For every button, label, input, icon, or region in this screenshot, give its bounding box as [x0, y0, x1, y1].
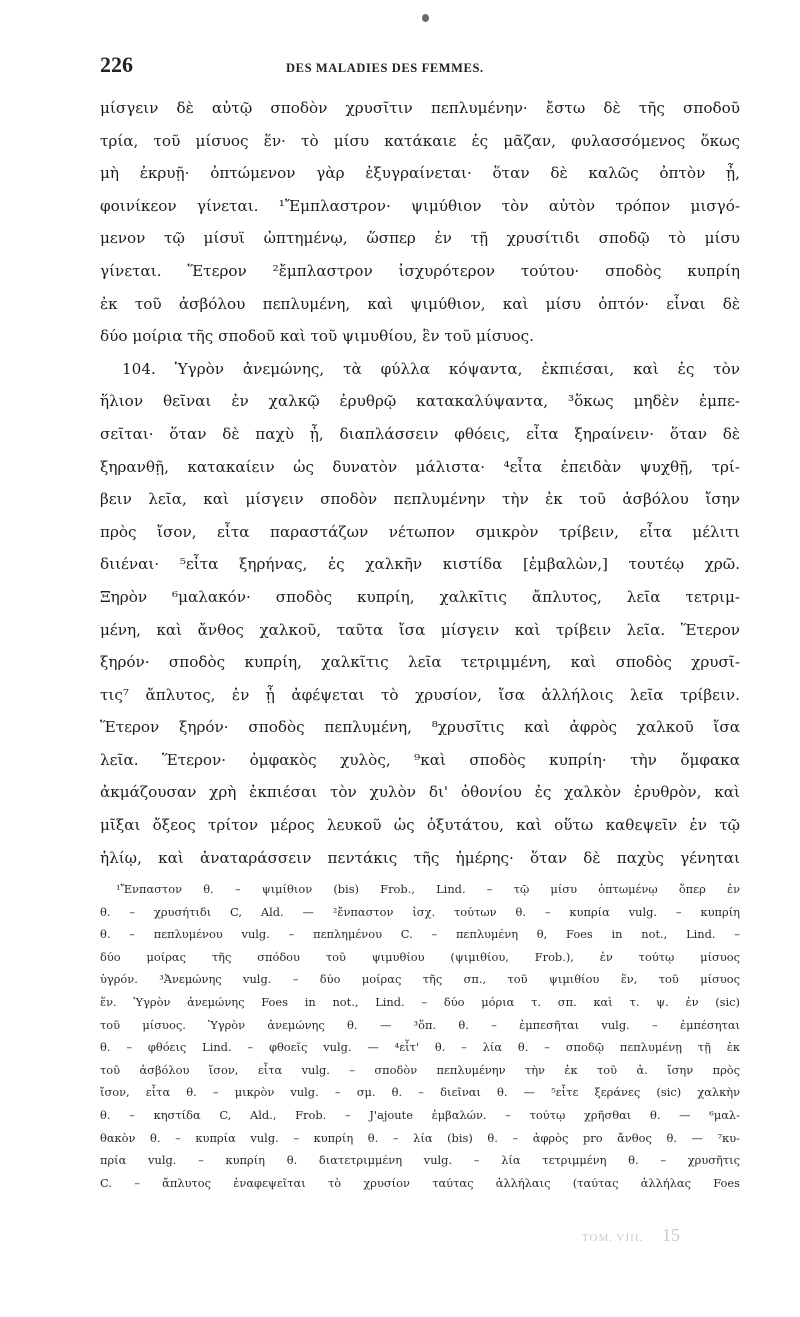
- text-line: ἥλιον θεῖναι ἐν χαλκῷ ἐρυθρῷ κατακαλύψαντα, ³ὅκως μηδὲν ἐμπε-: [100, 392, 740, 411]
- footnote-line: ἴσον, εἶτα θ. – μικρὸν vulg. – σμ. θ. – διεῖναι θ. — ⁵εἶτε ξεράνες (sic) χαλκὴν: [100, 1085, 740, 1100]
- text-line: ξηρόν· σποδὸς κυπρίη, χαλκῖτις λεῖα τετριμμένη, καὶ σποδὸς χρυσῖ-: [100, 653, 740, 672]
- footnote-line: ¹Ἔνπαστον θ. – ψιμίθιον (bis) Frob., Lind. – τῷ μίσυ ὀπτωμένῳ ὅπερ ἐν: [116, 882, 740, 896]
- footnote-line: θακὸν θ. – κυπρία vulg. – κυπρίη θ. – λία (bis) θ. – ἀφρὸς pro ἄνθος θ. — ⁷κυ-: [100, 1130, 740, 1145]
- text-line: λεῖα. Ἕτερον· ὀμφακὸς χυλὸς, ⁹καὶ σποδὸς κυπρίη· τὴν ὄμφακα: [100, 750, 740, 769]
- text-line: ἀκμάζουσαν χρὴ ἐκπιέσαι τὸν χυλὸν δι' ὀθονίου ἐς χαλκὸν ἐρυθρὸν, καὶ: [100, 783, 740, 802]
- text-line: πρὸς ἴσον, εἶτα παραστάζων νέτωπον σμικρὸν τρίβειν, εἶτα μέλιτι: [100, 522, 740, 541]
- text-line: μὴ ἐκρυῇ· ὀπτώμενον γὰρ ἐξυγραίνεται· ὅταν δὲ καλῶς ὀπτὸν ᾖ,: [100, 164, 740, 183]
- text-line: γίνεται. Ἕτερον ²ἔμπλαστρον ἰσχυρότερον τούτου· σποδὸς κυπρίη: [100, 261, 740, 280]
- bleed-through-tome: TOM. VIII.: [582, 1232, 644, 1244]
- text-line: μίσγειν δὲ αὐτῷ σποδὸν χρυσῖτιν πεπλυμένην· ἔστω δὲ τῆς σποδοῦ: [100, 99, 740, 117]
- footnote-line: C. – ἄπλυτος ἐναφεψεῖται τὸ χρυσίον ταύτας ἀλλήλαις (ταύτας ἀλλήλας Foes: [100, 1175, 740, 1190]
- text-line: τρία, τοῦ μίσυος ἕν· τὸ μίσυ κατάκαιε ἐς μᾶζαν, φυλασσόμενος ὅκως: [100, 131, 740, 150]
- text-line: ἐκ τοῦ ἀσβόλου πεπλυμένη, καὶ ψιμύθιον, καὶ μίσυ ὀπτόν· εἶναι δὲ: [100, 294, 740, 313]
- text-line: φοινίκεον γίνεται. ¹Ἔμπλαστρον· ψιμύθιον τὸν αὐτὸν τρόπον μισγό-: [100, 196, 740, 215]
- text-line: Ξηρὸν ⁶μαλακόν· σποδὸς κυπρίη, χαλκῖτις ἄπλυτος, λεῖα τετριμ-: [100, 587, 740, 606]
- ink-speck: [422, 14, 429, 22]
- footnote-line: πρία vulg. – κυπρίη θ. διατετριμμένη vulg. – λία τετριμμένη θ. – χρυσῆτις: [100, 1153, 740, 1168]
- footnote-line: θ. – χρυσήτιδι C, Ald. — ²ἔνπαστον ἰσχ. τούτων θ. – κυπρία vulg. – κυπρίη: [100, 904, 740, 919]
- section-104-start: 104. Ὑγρὸν ἀνεμώνης, τὰ φύλλα κόψαντα, ἐκπιέσαι, καὶ ἐς τὸν: [122, 359, 740, 378]
- running-title: DES MALADIES DES FEMMES.: [286, 61, 484, 75]
- text-line: ἡλίῳ, καὶ ἀναταράσσειν πεντάκις τῆς ἡμέρης· ὅταν δὲ παχὺς γένηται: [100, 848, 740, 867]
- text-line: βειν λεῖα, καὶ μίσγειν σποδὸν πεπλυμένην τὴν ἐκ τοῦ ἀσβόλου ἴσην: [100, 490, 740, 509]
- running-head: [100, 52, 700, 82]
- footnote-line: τοῦ ἀσβόλου ἴσον, εἶτα vulg. – σποδὸν πεπλυμένην τὴν ἐκ τοῦ ἀ. ἴσην πρὸς: [100, 1062, 740, 1077]
- footnote-line: τοῦ μίσυος. Ὑγρὸν ἀνεμώνης θ. — ³ὅπ. θ. – ἐμπεσῆται vulg. – ἐμπέσηται: [100, 1017, 740, 1032]
- text-line: μενον τῷ μίσυϊ ὠπτημένῳ, ὥσπερ ἐν τῇ χρυσίτιδι σποδῷ τὸ μίσυ: [100, 229, 740, 248]
- text-line: μένη, καὶ ἄνθος χαλκοῦ, ταῦτα ἴσα μίσγειν καὶ τρίβειν λεῖα. Ἕτερον: [100, 620, 740, 639]
- page-number: 226: [100, 52, 133, 77]
- text-line: Ἕτερον ξηρόν· σποδὸς πεπλυμένη, ⁸χρυσῖτις καὶ ἀφρὸς χαλκοῦ ἴσα: [100, 718, 740, 737]
- text-line: μῖξαι ὄξεος τρίτον μέρος λευκοῦ ὡς ὀξυτάτου, καὶ οὕτω καθεψεῖν ἐν τῷ: [100, 816, 740, 835]
- text-line: ξηρανθῇ, κατακαίειν ὡς δυνατὸν μάλιστα· ⁴εἶτα ἐπειδὰν ψυχθῇ, τρί-: [100, 457, 740, 476]
- main-text: [100, 92, 740, 874]
- footnotes: [100, 878, 740, 1194]
- footnote-line: δύο μοίρας τῆς σπόδου τοῦ ψιμυθίου (ψιμιθίου, Frob.), ἐν τούτῳ μίσυος: [100, 949, 740, 964]
- footnote-line: θ. – κηστίδα C, Ald., Frob. – J'ajoute ἐμβαλών. – τούτῳ χρῆσθαι θ. — ⁶μαλ-: [100, 1107, 740, 1122]
- text-line: δύο μοίρια τῆς σποδοῦ καὶ τοῦ ψιμυθίου, ἓν τοῦ μίσυος.: [100, 327, 534, 346]
- text-line: διιέναι· ⁵εἶτα ξηρήνας, ἐς χαλκῆν κιστίδα [ἐμβαλὼν,] τουτέῳ χρῶ.: [100, 555, 740, 574]
- bleed-through-signature: 15: [662, 1225, 680, 1245]
- footnote-line: θ. – πεπλυμένου vulg. – πεπλημένου C. – πεπλυμένη θ, Foes in not., Lind. –: [100, 927, 740, 942]
- footnote-line: ὑγρόν. ³Ἀνεμώνης vulg. – δύο μοίρας τῆς σπ., τοῦ ψιμιθίου ἕν, τοῦ μίσυος: [100, 972, 740, 987]
- text-line: σεῖται· ὅταν δὲ παχὺ ᾖ, διαπλάσσειν φθόεις, εἶτα ξηραίνειν· ὅταν δὲ: [100, 424, 740, 443]
- text-line: τις⁷ ἄπλυτος, ἐν ᾗ ἀφέψεται τὸ χρυσίον, ἴσα ἀλλήλοις λεῖα τρίβειν.: [100, 685, 740, 704]
- footnote-line: θ. – φθόεις Lind. – φθοεῖς vulg. — ⁴εἶτ' θ. – λία θ. – σποδῷ πεπλυμένῃ τῇ ἐκ: [100, 1040, 740, 1055]
- footnote-line: ἕν. Ὑγρὸν ἀνεμώνης Foes in not., Lind. – δύο μόρια τ. σπ. καὶ τ. ψ. ἐν (sic): [100, 994, 740, 1009]
